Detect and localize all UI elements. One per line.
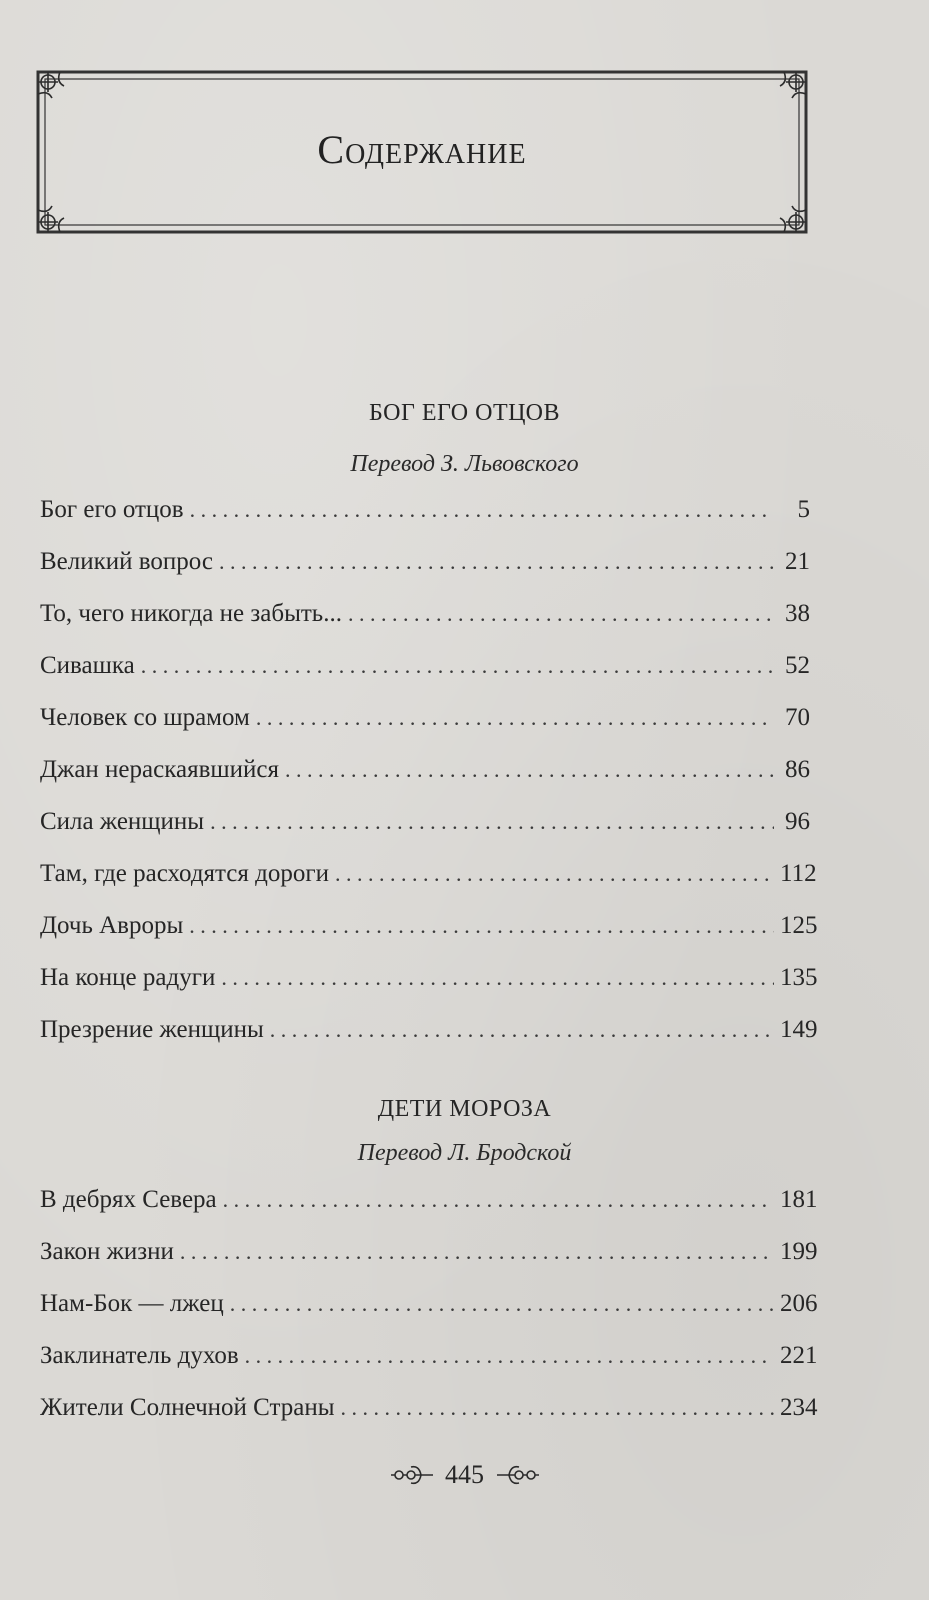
- section-title: ДЕТИ МОРОЗА: [377, 1096, 552, 1122]
- toc-entry[interactable]: [40, 1016, 818, 1068]
- dot-leader: [245, 1343, 774, 1369]
- toc-entry[interactable]: [40, 756, 810, 808]
- toc-entry[interactable]: [40, 548, 810, 600]
- toc-entry-page: 52: [785, 652, 810, 679]
- dot-leader: [210, 809, 774, 835]
- dot-leader: [341, 1395, 774, 1421]
- toc-entry[interactable]: [40, 496, 810, 548]
- toc-entry[interactable]: [40, 1186, 818, 1238]
- title-frame: [36, 70, 808, 234]
- page-title: Содержание: [317, 127, 527, 172]
- toc-entry-title: Презрение женщины: [40, 1016, 264, 1043]
- toc-entry-title: Человек со шрамом: [40, 704, 250, 731]
- dot-leader: [223, 1187, 774, 1213]
- page-folio: [0, 1458, 929, 1490]
- dot-leader: [270, 1017, 774, 1043]
- toc-entry-page: 206: [780, 1290, 818, 1317]
- toc-entry-title: В дебрях Севера: [40, 1186, 217, 1213]
- dot-leader: [285, 757, 774, 783]
- page-number: 445: [445, 1460, 484, 1490]
- toc-entry-title: Сивашка: [40, 652, 135, 679]
- toc-entry-page: 96: [785, 808, 810, 835]
- toc-entry-page: 181: [780, 1186, 818, 1213]
- dot-leader: [348, 601, 774, 627]
- toc-entry[interactable]: [40, 600, 810, 652]
- toc-entry-title: На конце радуги: [40, 964, 216, 991]
- toc-entry-title: То, чего никогда не забыть...: [40, 600, 342, 627]
- toc-entry-page: 221: [780, 1342, 818, 1369]
- toc-entry-title: Нам-Бок — лжец: [40, 1290, 224, 1317]
- toc-entry[interactable]: [40, 808, 810, 860]
- toc-list: [40, 1186, 818, 1446]
- toc-entry[interactable]: [40, 704, 810, 756]
- toc-entry[interactable]: [40, 964, 818, 1016]
- toc-entry-title: Сила женщины: [40, 808, 205, 835]
- toc-entry-title: Джан нераскаявшийся: [40, 756, 279, 783]
- toc-entry-title: Закон жизни: [40, 1238, 174, 1265]
- toc-entry[interactable]: [40, 1342, 818, 1394]
- toc-entry-title: Там, где расходятся дороги: [40, 860, 329, 887]
- dot-leader: [189, 913, 774, 939]
- toc-entry-title: Великий вопрос: [40, 548, 214, 575]
- toc-entry-title: Дочь Авроры: [40, 912, 184, 939]
- dot-leader: [180, 1239, 774, 1265]
- toc-entry-title: Жители Солнечной Страны: [40, 1394, 335, 1421]
- toc-entry-page: 5: [797, 496, 810, 523]
- toc-entry-page: 149: [780, 1016, 818, 1043]
- section-translator: Перевод З. Львовского: [350, 451, 579, 477]
- dot-leader: [230, 1291, 774, 1317]
- toc-entry-page: 125: [780, 912, 818, 939]
- dot-leader: [335, 861, 774, 887]
- toc-list: [40, 496, 818, 1068]
- toc-entry[interactable]: [40, 1290, 818, 1342]
- section-title: БОГ ЕГО ОТЦОВ: [369, 400, 560, 426]
- dot-leader: [221, 965, 774, 991]
- toc-entry-page: 70: [785, 704, 810, 731]
- toc-entry-title: Заклинатель духов: [40, 1342, 239, 1369]
- toc-entry-page: 38: [785, 600, 810, 627]
- toc-entry-page: 112: [780, 860, 817, 887]
- dot-leader: [219, 549, 774, 575]
- dot-leader: [141, 653, 774, 679]
- toc-entry-title: Бог его отцов: [40, 496, 184, 523]
- section-translator: Перевод Л. Бродской: [357, 1140, 572, 1166]
- dot-leader: [256, 705, 774, 731]
- toc-entry[interactable]: [40, 1394, 818, 1446]
- toc-entry[interactable]: [40, 860, 817, 912]
- dot-leader: [190, 497, 774, 523]
- ornament-right-icon: [495, 1463, 541, 1487]
- toc-entry[interactable]: [40, 912, 818, 964]
- toc-entry-page: 86: [785, 756, 810, 783]
- toc-entry-page: 21: [785, 548, 810, 575]
- toc-entry[interactable]: [40, 652, 810, 704]
- toc-entry-page: 135: [780, 964, 818, 991]
- toc-entry-page: 199: [780, 1238, 818, 1265]
- ornament-left-icon: [389, 1463, 435, 1487]
- toc-entry[interactable]: [40, 1238, 818, 1290]
- toc-entry-page: 234: [780, 1394, 818, 1421]
